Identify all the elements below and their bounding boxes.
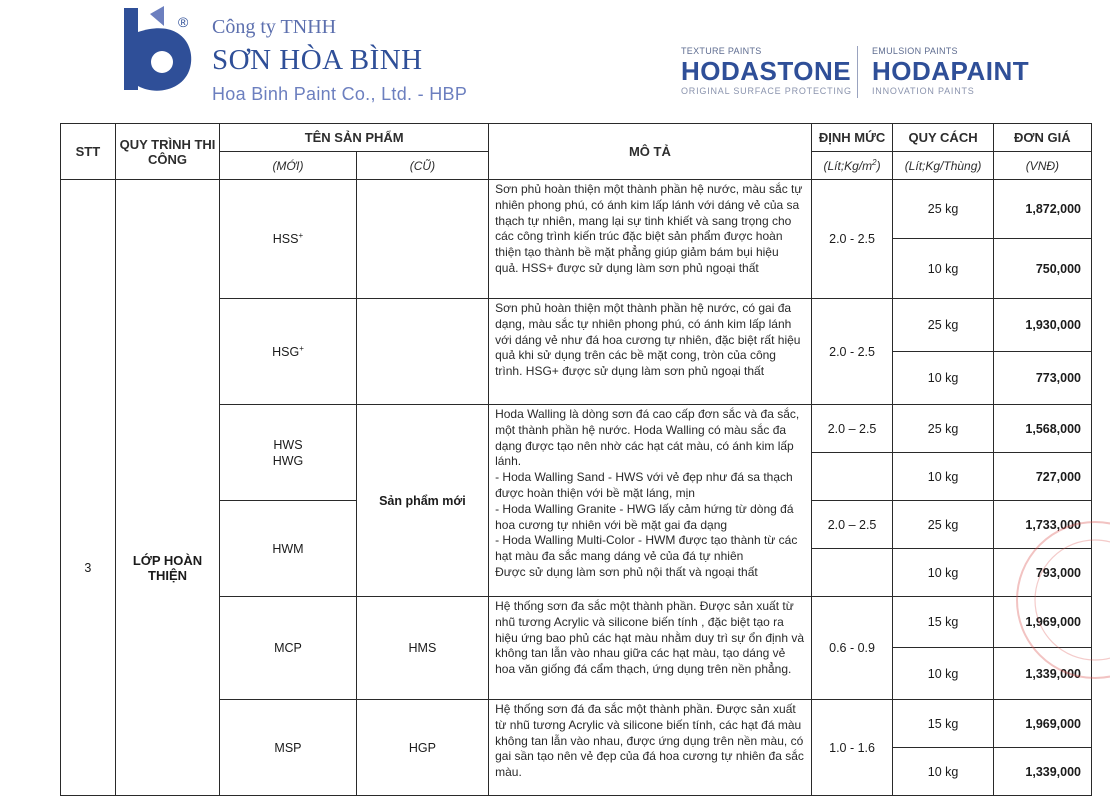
brand-hodapaint [872, 46, 1029, 96]
coverage-cell: 2.0 – 2.5 [811, 405, 893, 453]
product-code: HSS+ [220, 180, 356, 299]
product-code: MSP [220, 700, 356, 796]
coverage-cell: 2.0 - 2.5 [811, 180, 893, 299]
product-code: MCP [220, 597, 356, 700]
brand-name: HODAPAINT [872, 56, 1030, 86]
brand-name: HODASTONE [681, 56, 852, 86]
header-description: MÔ TẢ [489, 124, 812, 180]
price-cell: 1,339,000 [993, 748, 1091, 796]
pack-size: 10 kg [893, 748, 993, 796]
product-description: Hệ thống sơn đa sắc một thành phần. Được sản xuất từ nhũ tương Acrylic và silicone biến tính , đặc biệt tạo ra hiệu ứng bao phủ các hạt màu nhằm duy trì sự ổn định và không tan lẫn vào nhau giữa các hạt màu, tạo dáng vẻ hoa văn giống đá cẩm thạch, ứng dụng trên nền phẳng. [489, 597, 812, 700]
pack-size: 25 kg [893, 299, 993, 352]
stt-cell: 3 [61, 180, 116, 796]
pack-size: 15 kg [893, 700, 993, 748]
company-prefix: Công ty TNHH [212, 16, 337, 38]
new-product-note: Sản phẩm mới [356, 405, 488, 597]
header-old: (CŨ) [356, 152, 488, 180]
pack-size: 10 kg [893, 453, 993, 501]
price-cell: 750,000 [993, 239, 1091, 299]
pack-size: 10 kg [893, 549, 993, 597]
coverage-cell-empty [811, 453, 893, 501]
product-code: HWS HWG [220, 405, 356, 501]
price-cell: 1,872,000 [993, 180, 1091, 239]
pack-size: 25 kg [893, 405, 993, 453]
product-description: Sơn phủ hoàn thiện một thành phần hệ nước, màu sắc tự nhiên phong phú, có ánh kim lấp lánh với dáng vẻ của sa thạch tự nhiên, mang lại sự tinh khiết và sang trọng cho các công trình kiến trúc đặc biệt sản phẩm được hoàn thiện tạo thành bề mặt phẳng giúp giảm bám bụi hiệu quả. HSS+ được sử dụng làm sơn phủ ngoại thất [489, 180, 812, 299]
old-code-cell: HGP [356, 700, 488, 796]
product-description: Hoda Walling là dòng sơn đá cao cấp đơn sắc và đa sắc, một thành phần hệ nước. Hoda Walling có màu sắc đa dạng được tạo nên nhờ các hạt cát màu, có ánh kim lấp lánh. - Hoda Walling Sand - HWS với vẻ đẹp như đá sa thạch được hoàn thiện với bề mặt láng, mịn - Hoda Walling Granite - HWG lấy cảm hứng từ dòng đá hoa cương tự nhiên với bề mặt gai đa dạng - Hoda Walling Multi-Color - HWM được tạo thành từ các hạt màu đa sắc mang dáng vẻ của đá tự nhiên Được sử dụng làm sơn phủ nội thất và ngoại thất [489, 405, 812, 597]
brand-tagline: ORIGINAL SURFACE PROTECTING [681, 86, 852, 96]
pack-size: 10 kg [893, 352, 993, 405]
pack-size: 10 kg [893, 239, 993, 299]
header-coverage: ĐỊNH MỨC [811, 124, 893, 152]
pack-size: 25 kg [893, 180, 993, 239]
company-english-name: Hoa Binh Paint Co., Ltd. - HBP [212, 84, 468, 104]
brand-tagline: INNOVATION PAINTS [872, 86, 975, 96]
brand-category: EMULSION PAINTS [872, 46, 958, 56]
process-cell: LỚP HOÀN THIỆN [115, 180, 219, 796]
old-code-cell [356, 299, 488, 405]
pack-size: 25 kg [893, 501, 993, 549]
price-cell: 773,000 [993, 352, 1091, 405]
price-cell: 727,000 [993, 453, 1091, 501]
coverage-cell: 1.0 - 1.6 [811, 700, 893, 796]
registered-mark: ® [178, 14, 189, 30]
coverage-cell: 0.6 - 0.9 [811, 597, 893, 700]
old-code-cell [356, 180, 488, 299]
table-row [61, 180, 1092, 239]
price-cell: 1,733,000 [993, 501, 1091, 549]
header-coverage-unit: $(Lít;Kg/m^2)$ [811, 152, 893, 180]
price-table [60, 123, 1092, 796]
brand-hodastone [681, 46, 852, 96]
header-packaging: QUY CÁCH [893, 124, 993, 152]
header-price: ĐƠN GIÁ [993, 124, 1091, 152]
price-cell: 1,568,000 [993, 405, 1091, 453]
pack-size: 15 kg [893, 597, 993, 648]
coverage-cell: 2.0 – 2.5 [811, 501, 893, 549]
price-cell: 1,969,000 [993, 597, 1091, 648]
header-product-name: TÊN SẢN PHẨM [220, 124, 489, 152]
price-cell: 1,930,000 [993, 299, 1091, 352]
header-price-unit: (VNĐ) [993, 152, 1091, 180]
product-code: HSG+ [220, 299, 356, 405]
company-name: SƠN HÒA BÌNH [212, 44, 423, 76]
brand-divider [857, 46, 858, 98]
product-description: Sơn phủ hoàn thiện một thành phần hệ nước, có gai đa dạng, màu sắc tự nhiên phong phú, có ánh kim lấp lánh với dáng vẻ như đá hoa cương tự nhiên, đặc biệt rất hiệu quả khi sử dụng trên các bề mặt cong, tròn của công trình. HSG+ được sử dụng làm sơn phủ ngoại thất [489, 299, 812, 405]
product-description: Hệ thống sơn đá đa sắc một thành phần. Được sản xuất từ nhũ tương Acrylic và silicone biến tính, các hạt đá màu không tan lẫn vào nhau, được ứng dụng trên nền màu, có gai sần tạo nên vẻ đẹp của đá hoa cương tự nhiên đa sắc màu. [489, 700, 812, 796]
price-cell: 1,969,000 [993, 700, 1091, 748]
product-code: HWM [220, 501, 356, 597]
header-packaging-unit: (Lít;Kg/Thùng) [893, 152, 993, 180]
pack-size: 10 kg [893, 648, 993, 700]
price-cell: 1,339,000 [993, 648, 1091, 700]
header-new: (MỚI) [220, 152, 356, 180]
header-stt: STT [61, 124, 116, 180]
header-process: QUY TRÌNH THI CÔNG [115, 124, 219, 180]
old-code-cell: HMS [356, 597, 488, 700]
price-cell: 793,000 [993, 549, 1091, 597]
brand-category: TEXTURE PAINTS [681, 46, 762, 56]
coverage-cell: 2.0 - 2.5 [811, 299, 893, 405]
coverage-cell-empty [811, 549, 893, 597]
